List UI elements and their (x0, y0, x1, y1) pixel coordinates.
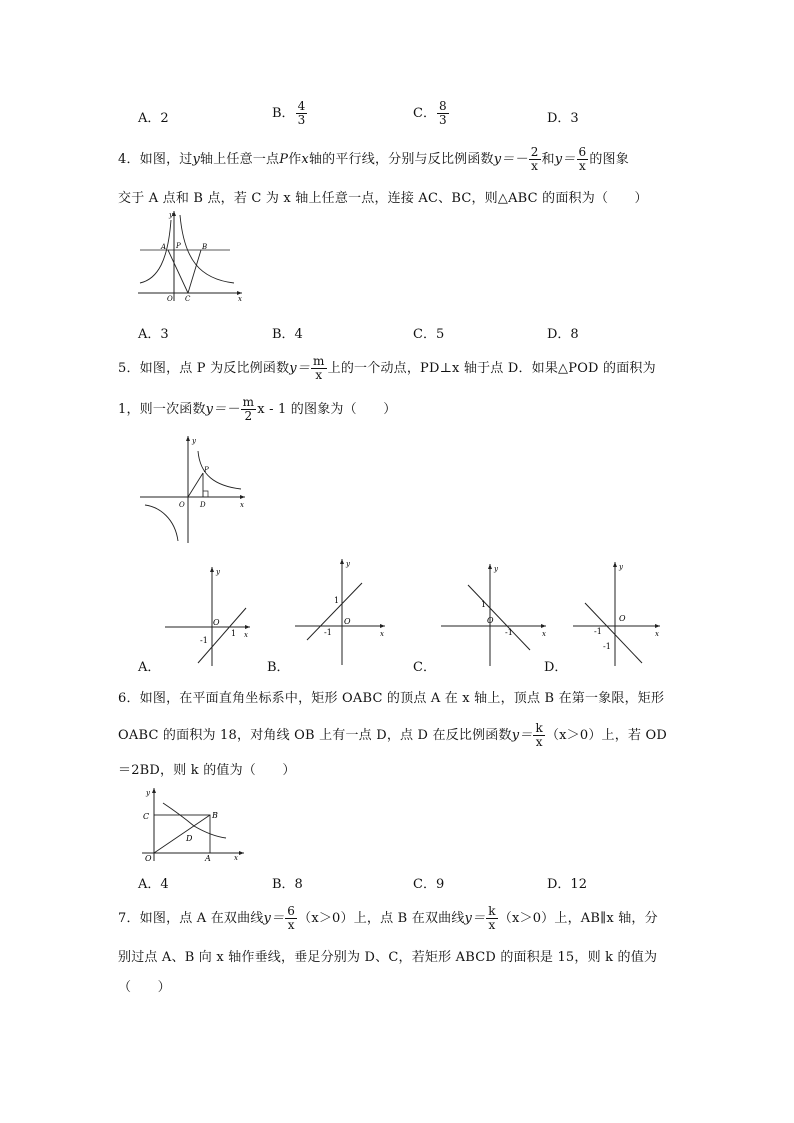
q6-number: 6． (118, 691, 140, 706)
q5-eq2-lhs: y＝－ (205, 402, 240, 417)
q5-text-d: x - 1 的图象为（ ） (257, 402, 397, 417)
q6-option-b: B．8 (272, 877, 303, 892)
q4-y-var: y (192, 152, 201, 167)
q4-segment-bc (188, 250, 201, 293)
q4-label-b: B (202, 243, 208, 251)
q4-option-d: D．8 (547, 327, 579, 342)
q7-line-1 (118, 905, 658, 932)
q6-text-a: 如图，在平面直角坐标系中，矩形 OABC 的顶点 A 在 x 轴上，顶点 B 在第一象限，矩形 (139, 691, 665, 706)
q5-graph-d (570, 558, 665, 668)
q4-label-a: A (161, 243, 167, 251)
q5a-label-neg1: -1 (200, 636, 208, 645)
q4-eq1-lhs: y＝－ (493, 152, 528, 167)
q4-curve-left (140, 220, 171, 283)
q5-figure (135, 433, 250, 548)
q7-line-2: 别过点 A、B 向 x 轴作垂线，垂足分别为 D、C，若矩形 ABCD 的面积是 15，则 k 的值为 (118, 950, 658, 965)
q5-line-2 (118, 396, 396, 423)
q4-frac2-den: x (578, 159, 586, 173)
q7-text-b: （x＞0）上，点 B 在双曲线 (298, 911, 465, 926)
q4-number: 4． (118, 152, 140, 167)
q5-frac-num: m (313, 354, 325, 368)
q4-frac2-num: 6 (578, 145, 587, 159)
q4-p-var: P (279, 152, 289, 167)
q4-line-2: 交于 A 点和 B 点，若 C 为 x 轴上任意一点，连接 AC、BC，则△ABC 的面积为（ ） (118, 191, 648, 206)
q3-b-num: 4 (297, 99, 306, 113)
q3-option-c-fraction (437, 100, 449, 127)
q6-option-d: D．12 (547, 877, 587, 892)
q5d-label-o: O (619, 614, 626, 623)
q6-label-y: y (146, 789, 150, 797)
q5b-x-arrow (380, 624, 385, 628)
q6-text-b: OABC 的面积为 18，对角线 OB 上有一点 D，点 D 在反比例函数 (118, 728, 512, 743)
q4-figure (130, 205, 250, 305)
q5-line-1 (118, 355, 656, 382)
q4-option-b: B．4 (272, 327, 303, 342)
q5b-label-y: y (346, 560, 350, 568)
q7-eq2-lhs: y＝ (464, 911, 486, 926)
q4-frac-2 (577, 146, 589, 173)
q6-label-b: B (212, 811, 218, 820)
q4-text-d: 轴的平行线，分别与反比例函数 (308, 152, 494, 167)
q6-hyperbola (163, 803, 226, 838)
q4-text-b: 轴上任意一点 (200, 152, 280, 167)
q5c-label-x: x (542, 630, 546, 638)
q5a-label-x: x (244, 631, 248, 639)
q3-b-den: 3 (297, 113, 306, 127)
q6-line-3: ＝2BD，则 k 的值为（ ） (118, 763, 296, 778)
q7-text-a: 如图，点 A 在双曲线 (139, 911, 264, 926)
q5-label-p: P (204, 466, 209, 474)
q5-text-c: 1，则一次函数 (118, 402, 206, 417)
q5b-label-1: 1 (334, 596, 340, 605)
q6-label-o: O (145, 854, 152, 863)
q7-frac-1 (285, 905, 297, 932)
q5-frac (311, 355, 327, 382)
q6-frac (533, 722, 544, 749)
q4-label-p: P (176, 242, 181, 250)
q5a-label-y: y (216, 568, 220, 576)
q6-x-arrow (239, 851, 244, 855)
q5-option-a: A． (138, 660, 161, 675)
q5-graph-b (292, 555, 392, 667)
q3-c-den: 3 (438, 113, 447, 127)
q5a-label-o: O (213, 618, 220, 627)
q5c-label-o: O (487, 616, 494, 625)
q5-segment-op (188, 473, 203, 497)
q3-option-a: A．2 (138, 111, 169, 126)
q4-x-var: x (301, 152, 309, 167)
q5-curve-q3 (145, 505, 178, 541)
q4-label-x: x (238, 295, 242, 303)
q5c-y-arrow (488, 564, 492, 569)
q4-line-1 (118, 146, 629, 173)
q4-eq2-lhs: y＝ (554, 152, 576, 167)
q5-text-a: 如图，点 P 为反比例函数 (139, 361, 290, 376)
q5-frac-den: x (315, 368, 323, 382)
q7-text-c: （x＞0）上，AB∥x 轴，分 (498, 911, 658, 926)
q5a-label-1: 1 (231, 629, 237, 638)
q6-label-a: A (205, 854, 211, 863)
q5b-y-arrow (340, 559, 344, 564)
q5-frac2-den: 2 (244, 409, 253, 423)
q5a-y-arrow (210, 567, 214, 572)
q7-frac1-num: 6 (287, 904, 296, 918)
q3-option-b (272, 100, 308, 127)
q6-figure (138, 783, 248, 865)
q6-frac-num: k (535, 721, 543, 735)
q3-option-b-prefix: B． (272, 106, 295, 121)
q5-number: 5． (118, 361, 140, 376)
q6-line-2 (118, 722, 667, 749)
q5a-x-arrow (245, 625, 250, 629)
q5-right-angle (203, 491, 208, 497)
q6-label-d: D (186, 834, 193, 843)
q5b-label-neg1: -1 (324, 628, 332, 637)
q5-y-arrow (186, 436, 190, 441)
q5-option-b: B． (267, 660, 290, 675)
q5-graph-c (438, 560, 550, 668)
q4-frac1-den: x (531, 159, 539, 173)
q7-frac-2 (486, 905, 497, 932)
q5d-label-x: x (655, 630, 659, 638)
q3-option-c (413, 100, 450, 127)
q5-option-c: C． (413, 660, 436, 675)
q4-text-c: 作 (288, 152, 302, 167)
q5-label-d: D (200, 501, 206, 509)
q3-option-b-fraction (296, 100, 308, 127)
q5d-label-y: y (619, 563, 623, 571)
q4-option-c: C．5 (413, 327, 445, 342)
q5d-y-arrow (613, 562, 617, 567)
q6-label-x: x (234, 854, 238, 862)
q4-text-a: 如图，过 (139, 152, 193, 167)
q4-text-e: 的图象 (589, 152, 629, 167)
q7-line-3: （ ） (118, 980, 171, 995)
q4-label-c: C (185, 295, 191, 303)
q5-label-y: y (192, 437, 196, 445)
q7-frac2-num: k (488, 904, 496, 918)
q5-graph-a (160, 563, 255, 668)
q5d-x-arrow (655, 624, 660, 628)
q5d-label-neg1-y: -1 (603, 642, 611, 651)
q6-diagonal-ob (154, 815, 210, 853)
q7-frac2-den: x (488, 918, 496, 932)
q5c-label-y: y (494, 565, 498, 573)
q4-segment-ac (168, 250, 188, 293)
q6-line-1 (118, 687, 664, 706)
q6-eq-lhs: y＝ (511, 728, 533, 743)
q5c-label-1: 1 (481, 600, 487, 609)
q3-option-c-prefix: C． (413, 106, 436, 121)
q5d-label-neg1-x: -1 (594, 627, 602, 636)
q5-frac-2 (241, 396, 257, 423)
q6-label-c: C (143, 812, 150, 821)
q7-number: 7． (118, 911, 140, 926)
q5-label-o: O (179, 501, 185, 509)
q6-option-a: A．4 (138, 877, 169, 892)
q5-frac2-num: m (242, 395, 255, 409)
q5-option-d: D． (544, 660, 568, 675)
q4-and: 和 (541, 152, 555, 167)
q5-text-b: 上的一个动点，PD⊥x 轴于点 D．如果△POD 的面积为 (327, 361, 656, 376)
q4-frac-1 (529, 146, 541, 173)
q7-eq1-lhs: y＝ (263, 911, 285, 926)
q4-frac1-num: 2 (530, 145, 539, 159)
q5b-label-o: O (344, 617, 351, 626)
q5-label-x: x (240, 501, 244, 509)
q6-frac-den: x (535, 735, 543, 749)
q5c-line (468, 585, 530, 650)
q4-label-y: y (169, 211, 173, 219)
q4-label-o: O (167, 295, 173, 303)
q6-y-arrow (152, 788, 156, 793)
q6-option-c: C．9 (413, 877, 445, 892)
q4-option-a: A．3 (138, 327, 169, 342)
q5-x-arrow (240, 495, 245, 499)
q7-frac1-den: x (287, 918, 295, 932)
q6-text-c: （x＞0）上，若 OD (545, 728, 667, 743)
q5c-x-arrow (541, 624, 546, 628)
q5b-label-x: x (380, 630, 384, 638)
q5b-line (307, 583, 362, 640)
q5-eq-lhs: y＝ (289, 361, 311, 376)
q5c-label-neg1: -1 (505, 628, 513, 637)
q3-option-d: D．3 (547, 111, 579, 126)
q3-c-num: 8 (438, 99, 447, 113)
